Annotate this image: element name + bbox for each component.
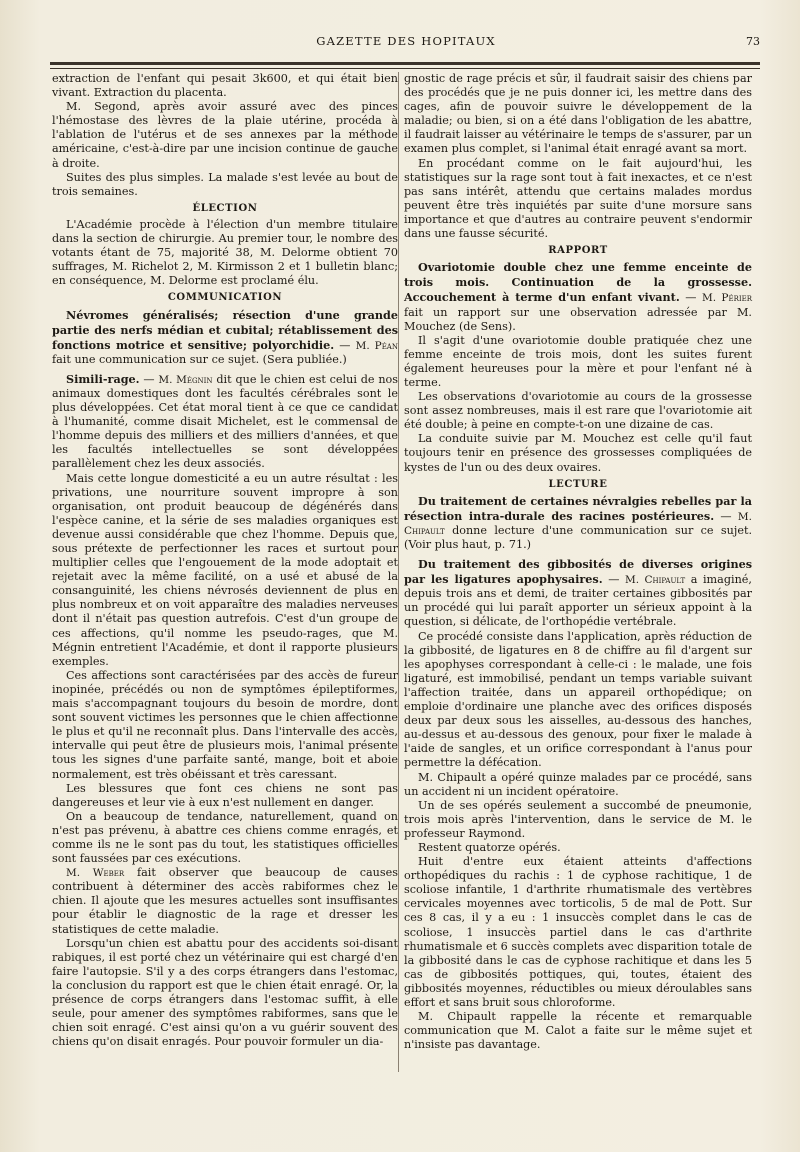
author-name: M. Périer bbox=[702, 292, 752, 305]
paragraph: Suites des plus simples. La malade s'est levée au bout de trois semaines. bbox=[52, 170, 398, 198]
paragraph: Un de ses opérés seulement a succombé de pneumonie, trois mois après l'intervention, dans le service de M. le professeur Raymond. bbox=[404, 798, 752, 840]
article-title: Névromes généralisés; résection d'une grande partie des nerfs médian et cubital; rétablissement des fonctions motrice et sensitive; polyorchidie. bbox=[52, 307, 398, 352]
paragraph: Les blessures que font ces chiens ne sont pas dangereuses et leur vie à eux n'est nullement en danger. bbox=[52, 781, 398, 809]
article-title: Ovariotomie double chez une femme enceinte de trois mois. Continuation de la grossesse. Accouchement à terme d'un enfant vivant. bbox=[404, 260, 752, 305]
paragraph: gnostic de rage précis et sûr, il faudrait saisir des chiens par des procédés que je ne puis donner ici, les mettre dans des cages, afin de pouvoir suivre le développement de la maladie; ou bien, si on a été dans l'obligation de les abattre, il faudrait laisser au vétérinaire le temps de s'assurer, par un examen plus complet, si l'animal était enragé avant sa mort. bbox=[404, 72, 752, 156]
author-name: M. Chipault bbox=[624, 574, 686, 587]
paragraph-text: donne lecture d'une communication sur ce sujet. (Voir plus haut, p. 71.) bbox=[404, 523, 753, 551]
author-name: M. Péan bbox=[355, 339, 398, 352]
journal-title: GAZETTE DES HOPITAUX bbox=[316, 34, 496, 48]
paragraph: Simili-rage. — M. Mégnin dit que le chien est celui de nos animaux domestiques dont les facultés cérébrales sont le plus développées. Cet état moral tient à ce que ce candidat à l'humanité, comme disait Michelet, est le commensal de l'homme depuis des milliers et des milliers d'années, et que les facultés intellectuelles se sont développées parallèlement chez les deux associés. bbox=[52, 371, 398, 471]
paragraph: Du traitement de certaines névralgies rebelles par la résection intra-durale des racines postérieures. — M. Chipault donne lecture d'une communication sur ce sujet. (Voir plus haut, p. 71.) bbox=[404, 493, 753, 551]
paragraph: Ovariotomie double chez une femme enceinte de trois mois. Continuation de la grossesse. Accouchement à terme d'un enfant vivant. — M. Périer fait un rapport sur une observation adressée par M. Mouchez (de Sens). bbox=[404, 260, 752, 333]
paragraph: Il s'agit d'une ovariotomie double pratiquée chez une femme enceinte de trois mois, dont les suites furent également heureuses pour la mère et pour l'enfant né à terme. bbox=[404, 333, 752, 389]
author-name: M. Mégnin bbox=[158, 373, 213, 386]
column-divider bbox=[398, 72, 399, 1072]
paragraph: Restent quatorze opérés. bbox=[418, 840, 561, 854]
paragraph: Du traitement des gibbosités de diverses origines par les ligatures apophysaires. — M. Chipault a imaginé, depuis trois ans et demi, de traiter certaines gibbosités par un procédé qui lui paraît apporter un sérieux appoint à la question, si délicate, de l'orthopédie vertébrale. bbox=[404, 557, 752, 629]
article-title: Du traitement des gibbosités de diverses origines par les ligatures apophysaires. bbox=[404, 557, 752, 587]
paragraph-text: a imaginé, depuis trois ans et demi, de traiter certaines gibbosités par un procédé qui lui paraît apporter un sérieux appoint à la question, si délicate, de l'orthopédie vertébrale. bbox=[404, 573, 752, 629]
right-column bbox=[404, 72, 752, 1052]
paragraph-text: fait observer que beaucoup de causes contribuent à déterminer des accès rabiformes chez le chien. Il ajoute que les mesures actuelles sont insuffisantes pour établir le diagnostic de la rage et dresser les statistiques de cette maladie. bbox=[52, 866, 398, 936]
paragraph: Huit d'entre eux étaient atteints d'affections orthopédiques du rachis : 1 de cyphose rachitique, 1 de scoliose infantile, 1 d'arthrite rhumatismale des vertèbres cervicales moyennes avec torticolis, 5 de mal de Pott. Sur ces 8 cas, il y a eu : 1 insuccès complet dans le cas de scoliose, 1 insuccès partiel dans le cas d'arthrite rhumatismale et 6 succès complets avec disparition totale de la gibbosité dans le cas de cyphose rachitique et dans les 5 cas de gibbosités pottiques, qui, toutes, étaient des gibbosités moyennes, réductibles ou mieux déroulables sans effort et sans bruit sous chloroforme. bbox=[404, 855, 752, 1009]
paragraph-text: fait un rapport sur une observation adressée par M. Mouchez (de Sens). bbox=[404, 305, 752, 333]
paragraph: M. Chipault a opéré quinze malades par ce procédé, sans un accident ni un incident opératoire. bbox=[404, 770, 752, 798]
paragraph: Mais cette longue domesticité a eu un autre résultat : les privations, une nourriture souvent impropre à son organisation, ont produit beaucoup de dégénérés dans l'espèce canine, et la série de ses maladies organiques est devenue aussi considérable que chez l'homme. Depuis que, sous prétexte de perfectionner les races et surtout pour multiplier celles que l'engouement de la mode adoptait et rejetait avec la même facilité, on a usé et abusé de la consanguinité, les chiens névrosés deviennent de plus en plus nombreux et on voit apparaître des maladies nerveuses dont il n'était pas question autrefois. C'est d'un groupe de ces affections, qu'il nomme les pseudo-rages, que M. Mégnin entretient l'Académie, et dont il rapporte plusieurs exemples. bbox=[52, 471, 398, 668]
paragraph: La conduite suivie par M. Mouchez est celle qu'il faut toujours tenir en présence des grossesses compliquées de kystes de l'un ou des deux ovaires. bbox=[404, 432, 752, 474]
section-heading-communication: COMMUNICATION bbox=[167, 292, 283, 304]
paragraph: M. Segond, après avoir assuré avec des pinces l'hémostase des lèvres de la plaie utérine, procéda à l'ablation de l'utérus et de ses annexes par la méthode américaine, c'est-à-dire par une incision continue de gauche à droite. bbox=[52, 100, 398, 170]
paragraph: Ce procédé consiste dans l'application, après réduction de la gibbosité, de ligatures en 8 de chiffre au fil d'argent sur les apophyses correspondant à celle-ci : le malade, une fois ligaturé, est immobilisé, pendant un temps variable suivant l'affection traitée, dans un appareil orthopédique; on emploie d'ordinaire une planche avec des orifices disposés deux par deux sous les aisselles, au-dessous des hanches, au-dessus et au-dessous des genoux, pour fixer le malade à l'aide de sangles, et un orifice correspondant à l'anus pour permettre la défécation. bbox=[404, 629, 752, 770]
paragraph: En procédant comme on le fait aujourd'hui, les statistiques sur la rage sont tout à fait inexactes, et ce n'est pas sans intérêt, attendu que certains malades mordus peuvent être très inquiétés par suite d'une morsure sans importance et que d'autres au contraire peuvent s'endormir dans une fausse sécurité. bbox=[404, 156, 752, 241]
paragraph bbox=[52, 866, 398, 936]
section-heading-rapport: RAPPORT bbox=[548, 245, 608, 257]
paragraph: extraction de l'enfant qui pesait 3k600, et qui était bien vivant. Extraction du placenta. bbox=[52, 72, 398, 100]
paragraph: Névromes généralisés; résection d'une grande partie des nerfs médian et cubital; rétablissement des fonctions motrice et sensitive; polyorchidie. — M. Péan fait une communication sur ce sujet. (Sera publiée.) bbox=[52, 307, 398, 366]
section-heading-election: ÉLECTION bbox=[192, 202, 258, 214]
paragraph: M. Chipault rappelle la récente et remarquable communication que M. Calot a faite sur le même sujet et n'insiste pas davantage. bbox=[404, 1010, 752, 1052]
author-name: M. Weber bbox=[66, 867, 125, 880]
article-title: Simili-rage. bbox=[66, 371, 140, 386]
page-number: 73 bbox=[746, 35, 760, 48]
left-column bbox=[52, 72, 398, 1049]
page-header bbox=[52, 30, 760, 50]
section-heading-lecture: LECTURE bbox=[548, 478, 608, 490]
paragraph: L'Académie procède à l'élection d'un membre titulaire dans la section de chirurgie. Au premier tour, le nombre des votants étant de 75, majorité 38, M. Delorme obtient 70 suffrages, M. Richelot 2, M. Kirmisson 2 et 1 bulletin blanc; en conséquence, M. Delorme est proclamé élu. bbox=[52, 217, 398, 288]
paragraph: Ces affections sont caractérisées par des accès de fureur inopinée, précédés ou non de symptômes épileptiformes, mais s'accompagnant toujours du besoin de mordre, dont sont souvent victimes les personnes que le chien affectionne le plus et qu'il ne reconnaît plus. Dans l'intervalle des accès, intervalle qui peut être de plusieurs mois, l'animal présente tous les signes d'une parfaite santé, mange, boit et aboie normalement, est très obéissant et très caressant. bbox=[52, 668, 398, 781]
paragraph: On a beaucoup de tendance, naturellement, quand on n'est pas prévenu, à abattre ces chiens comme enragés, et comme ils ne le sont pas du tout, les statistiques officielles sont faussées par ces exécutions. bbox=[52, 809, 398, 866]
paragraph-text: dit que le chien est celui de nos animaux domestiques dont les facultés cérébrales sont le plus développées. Cet état moral tient à ce que ce candidat à l'humanité, comme disait Michelet, est le commensal de l'homme depuis des milliers et des milliers d'années, et que les facultés intellectuelles se sont développées parallèlement chez les deux associés. bbox=[52, 372, 398, 471]
header-rule-thin bbox=[50, 68, 760, 69]
paragraph-text: fait une communication sur ce sujet. (Sera publiée.) bbox=[52, 352, 347, 366]
paragraph: Lorsqu'un chien est abattu pour des accidents soi-disant rabiques, il est porté chez un vétérinaire qui est chargé d'en faire l'autopsie. S'il y a des corps étrangers dans l'estomac, la conclusion du rapport est que le chien était enragé. Or, la présence de corps étrangers dans l'estomac suffit, à elle seule, pour amener des symptômes rabiformes, sans que le chien soit enragé. C'est ainsi qu'on a vu guérir souvent des chiens qu'on disait enragés. Pour pouvoir formuler un dia- bbox=[52, 936, 398, 1049]
header-rule-thick bbox=[50, 62, 760, 65]
paragraph: Les observations d'ovariotomie au cours de la grossesse sont assez nombreuses, mais il est rare que l'ovariotomie ait été double; à peine en compte-t-on une dizaine de cas. bbox=[404, 390, 752, 432]
article-title: Du traitement de certaines névralgies rebelles par la résection intra-durale des racines postérieures. bbox=[404, 493, 752, 523]
author-name: M. Chipault bbox=[404, 510, 752, 537]
